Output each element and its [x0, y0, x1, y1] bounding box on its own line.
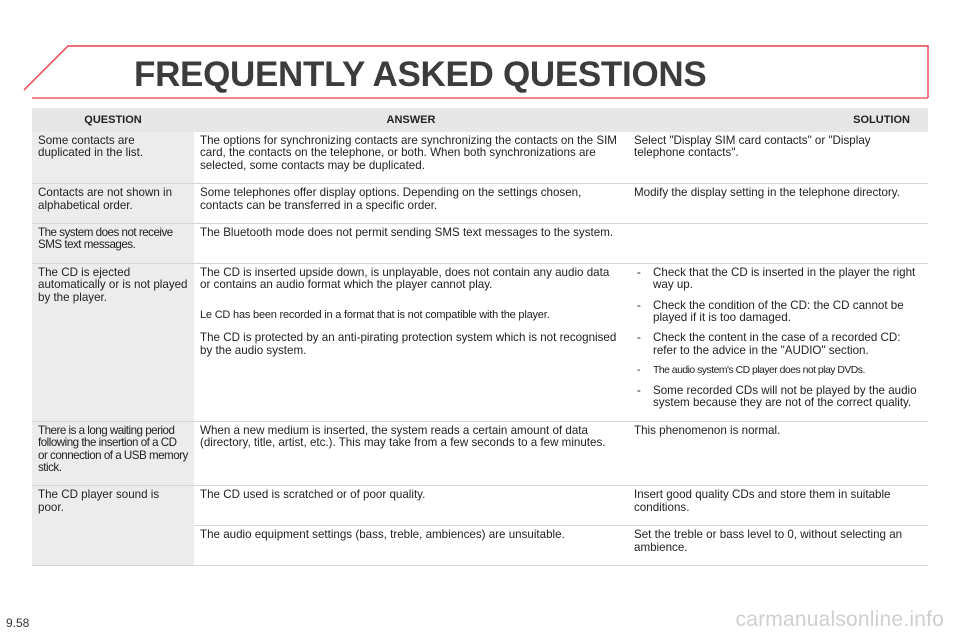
list-item: - Some recorded CDs will not be played by the audio system because they are not of the correct quality. [637, 383, 917, 410]
question-cell: The CD is ejected automatically or is not played by the player. [32, 263, 194, 421]
table-row [32, 224, 928, 264]
page-title: FREQUENTLY ASKED QUESTIONS [134, 55, 707, 94]
answer-cell: The options for synchronizing contacts are synchronizing the contacts on the SIM card, the contacts on the telephone, or both. When both synchronizations are selected, some contacts may be duplicated. [194, 132, 628, 184]
question-cell: There is a long waiting period following the insertion of a CD or connection of a USB memory stick. [32, 421, 194, 486]
table-row [32, 486, 928, 526]
answer-cell: Some telephones offer display options. Depending on the settings chosen, contacts can be transferred in a specific order. [194, 184, 628, 224]
answer-paragraph: The CD is inserted upside down, is unplayable, does not contain any audio data or contains an audio format which the player cannot play. [200, 265, 610, 292]
solution-cell: Modify the display setting in the telephone directory. [628, 184, 928, 224]
list-item: - Check the content in the case of a recorded CD: refer to the advice in the "AUDIO" section. [637, 331, 901, 357]
question-cell: The system does not receive SMS text messages. [32, 224, 194, 264]
solution-cell [628, 224, 928, 264]
list-item: - Check that the CD is inserted in the player the right way up. [637, 265, 916, 292]
table-row [32, 526, 928, 566]
solution-cell: Set the treble or bass level to 0, without selecting an ambience. [628, 526, 928, 566]
question-cell: The CD player sound is poor. [32, 486, 194, 526]
answer-cell: The audio equipment settings (bass, treble, ambiences) are unsuitable. [194, 526, 628, 566]
column-header-answer: ANSWER [194, 108, 628, 132]
table-row [32, 184, 928, 224]
answer-cell [194, 263, 628, 421]
answer-paragraph: Le CD has been recorded in a format that is not compatible with the player. [200, 308, 550, 321]
column-header-question: QUESTION [32, 108, 194, 132]
faq-table [32, 108, 928, 566]
solution-cell: Insert good quality CDs and store them in suitable conditions. [628, 486, 928, 526]
page-number: 9.58 [6, 616, 30, 630]
solution-cell [628, 263, 928, 421]
answer-cell: When a new medium is inserted, the system reads a certain amount of data (directory, title, artist, etc.). This may take from a few seconds to a few minutes. [194, 421, 628, 486]
solution-cell: Select "Display SIM card contacts" or "Display telephone contacts". [628, 132, 928, 184]
answer-paragraph: The CD is protected by an anti-pirating protection system which is not recognised by the audio system. [200, 331, 617, 357]
solution-cell: This phenomenon is normal. [628, 421, 928, 486]
solution-list [634, 267, 922, 410]
answer-cell: The Bluetooth mode does not permit sending SMS text messages to the system. [194, 224, 628, 264]
table-row [32, 421, 928, 486]
table-row [32, 132, 928, 184]
question-cell: Some contacts are duplicated in the list. [32, 132, 194, 184]
table-header-row [32, 108, 928, 132]
list-item: - Check the condition of the CD: the CD cannot be played if it is too damaged. [637, 298, 904, 325]
column-header-solution: SOLUTION [628, 108, 928, 132]
question-cell [32, 526, 194, 566]
question-cell: Contacts are not shown in alphabetical order. [32, 184, 194, 224]
table-row [32, 263, 928, 421]
answer-cell: The CD used is scratched or of poor quality. [194, 486, 628, 526]
watermark-text: carmanualsonline.info [735, 608, 944, 631]
list-item: - The audio system's CD player does not play DVDs. [637, 365, 865, 377]
